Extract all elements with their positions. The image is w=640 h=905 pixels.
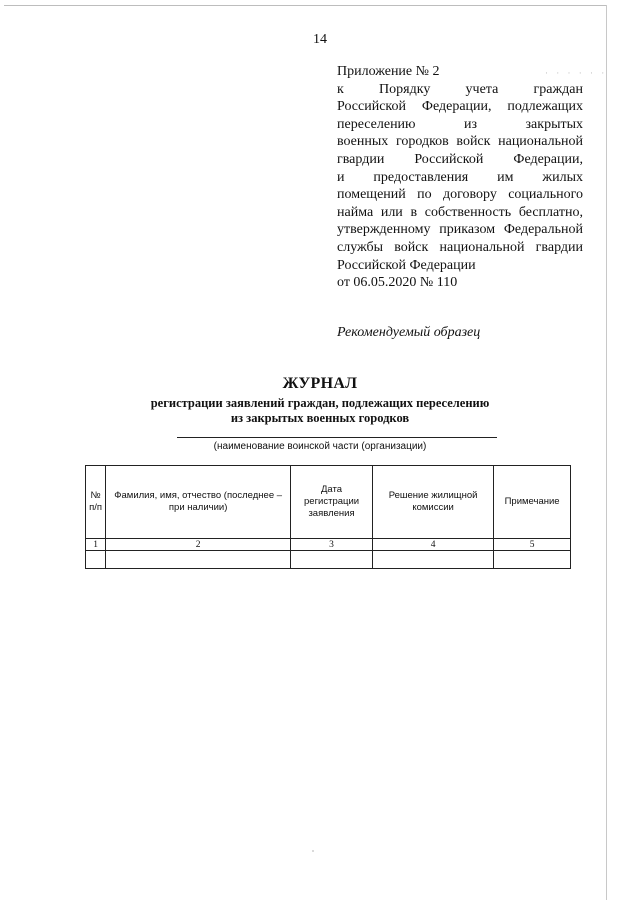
column-number: 2 <box>106 539 291 551</box>
column-number: 3 <box>291 539 373 551</box>
appendix-line: утвержденному приказом Федеральной <box>337 222 583 238</box>
table-cell <box>291 551 373 569</box>
table-cell <box>86 551 106 569</box>
scan-border-top <box>4 5 606 6</box>
scan-border-right <box>606 5 607 900</box>
appendix-line: военных городков войск национальной <box>337 134 583 150</box>
appendix-heading: Приложение № 2 <box>337 64 440 79</box>
table-column-number-row <box>86 539 571 551</box>
unit-name-caption: (наименование воинской части (организации) <box>213 441 427 452</box>
appendix-block <box>337 63 583 292</box>
scan-speck <box>312 850 314 852</box>
sample-label: Рекомендуемый образец <box>337 325 481 340</box>
table-header-row <box>86 466 571 539</box>
journal-table <box>85 465 571 569</box>
appendix-line: к Порядку учета граждан <box>337 81 583 97</box>
appendix-line: службы войск национальной гвардии <box>337 239 583 255</box>
column-number: 4 <box>372 539 493 551</box>
document-title: ЖУРНАЛ <box>282 375 358 392</box>
header-commission-decision: Решение жилищной комиссии <box>372 466 493 539</box>
subtitle-line-1: регистрации заявлений граждан, подлежащих переселению <box>150 396 490 410</box>
appendix-line: Российской Федерации <box>337 257 476 273</box>
table-cell <box>372 551 493 569</box>
unit-name-blank-line <box>177 437 497 438</box>
appendix-order-date: от 06.05.2020 № 110 <box>337 275 458 291</box>
table-row-empty <box>86 551 571 569</box>
appendix-line: и предоставления им жилых <box>337 169 583 185</box>
scan-noise: · · · · · · <box>545 68 608 78</box>
header-full-name: Фамилия, имя, отчество (последнее – при наличии) <box>106 466 291 539</box>
column-number: 1 <box>86 539 106 551</box>
document-subtitle <box>0 396 640 426</box>
appendix-line: помещений по договору социального <box>337 187 583 203</box>
page-number: 14 <box>313 32 327 47</box>
subtitle-line-2: из закрытых военных городков <box>230 411 410 425</box>
appendix-line: найма или в собственность бесплатно, <box>337 204 583 220</box>
header-number: № п/п <box>86 466 106 539</box>
appendix-line: гвардии Российской Федерации, <box>337 151 583 167</box>
header-registration-date: Дата регистрации заявления <box>291 466 373 539</box>
table-cell <box>106 551 291 569</box>
appendix-line: Российской Федерации, подлежащих <box>337 99 583 115</box>
table-cell <box>494 551 571 569</box>
appendix-line: переселению из закрытых <box>337 116 583 132</box>
column-number: 5 <box>494 539 571 551</box>
header-note: Примечание <box>494 466 571 539</box>
